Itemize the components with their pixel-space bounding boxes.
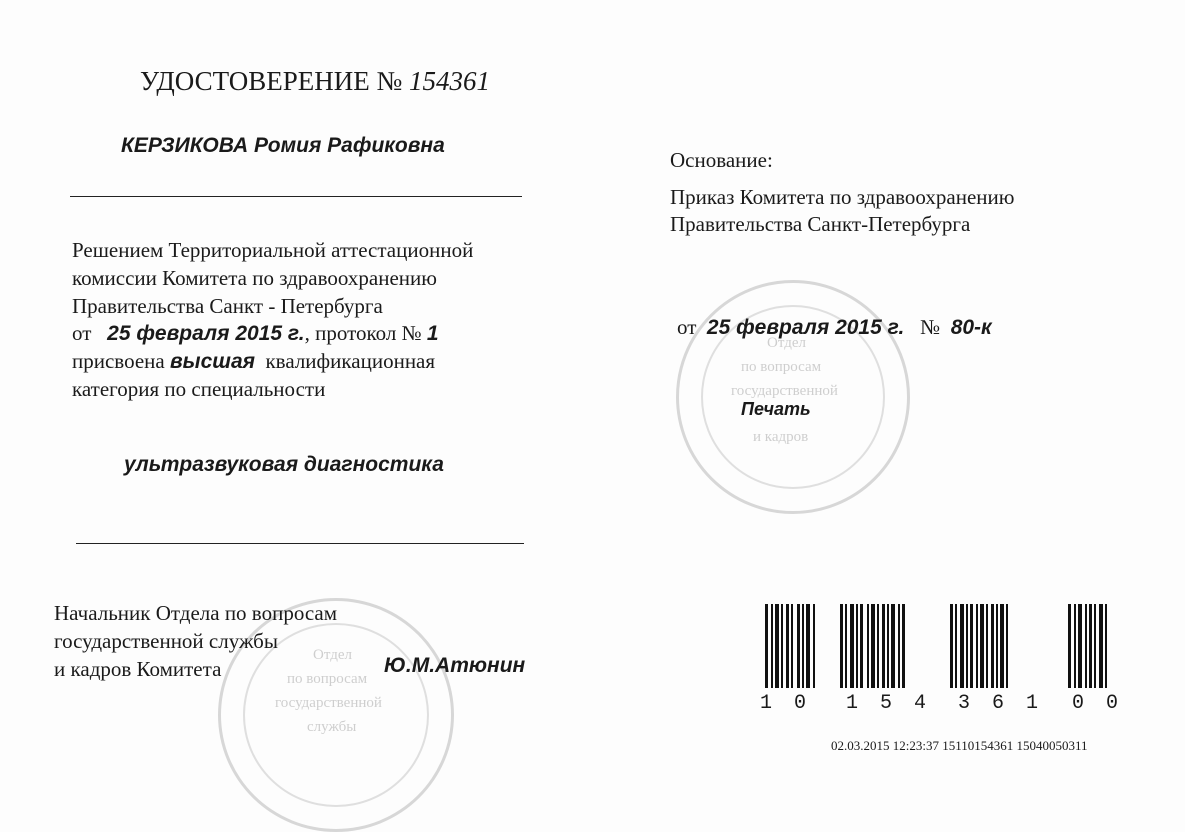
order-number-sign: № — [920, 315, 941, 339]
category-line: категория по специальности — [72, 377, 326, 401]
barcode-group-4 — [1068, 604, 1107, 688]
from-word: от — [72, 321, 92, 345]
qualification-word: квалификационная — [265, 349, 436, 373]
decision-line-2: комиссии Комитета по здравоохранению — [72, 266, 437, 290]
holder-name: КЕРЗИКОВА Ромия Рафиковна — [121, 134, 445, 157]
specialty: ультразвуковая диагностика — [124, 453, 444, 476]
protocol-number: 1 — [426, 322, 439, 345]
seal-text: службы — [307, 719, 357, 735]
basis-label: Основание: — [670, 148, 773, 172]
signer-name: Ю.М.Атюнин — [384, 654, 526, 677]
seal-text: по вопросам — [741, 359, 822, 375]
assigned-line — [72, 349, 435, 374]
assigned-word: присвоена — [72, 349, 165, 373]
barcode-group-3 — [950, 604, 1008, 688]
signer-line-1: Начальник Отдела по вопросам — [54, 601, 338, 625]
protocol-text: , протокол № — [304, 321, 422, 345]
print-timestamp: 02.03.2015 12:23:37 15110154361 15040050311 — [831, 738, 1088, 753]
seal-text: Отдел — [767, 335, 806, 351]
basis-line-2: Правительства Санкт-Петербурга — [670, 212, 971, 236]
order-date-line — [677, 315, 992, 340]
order-date: 25 февраля 2015 г. — [706, 316, 905, 339]
decision-line-1: Решением Территориальной аттестационной — [72, 238, 474, 262]
barcode-digits-4: 00 — [1072, 692, 1141, 715]
seal-text: по вопросам — [287, 671, 368, 687]
divider-top — [70, 196, 522, 197]
certificate-title-prefix: УДОСТОВЕРЕНИЕ № — [140, 66, 403, 96]
signer-line-2: государственной службы — [54, 629, 278, 653]
seal-text: Отдел — [313, 647, 352, 663]
barcode-group-2 — [840, 604, 905, 688]
decision-line-3: Правительства Санкт - Петербурга — [72, 294, 383, 318]
category-level: высшая — [169, 350, 255, 373]
basis-line-1: Приказ Комитета по здравоохранению — [670, 185, 1015, 209]
certificate-title — [140, 66, 490, 97]
decision-date: 25 февраля 2015 г. — [107, 322, 305, 345]
seal-label: Печать — [741, 399, 811, 419]
seal-text: государственной — [275, 695, 382, 711]
seal-text: государственной — [731, 383, 838, 399]
divider-bottom — [76, 543, 524, 544]
signer-line-3: и кадров Комитета — [54, 657, 222, 681]
barcode-digits-2: 154 — [846, 692, 949, 715]
barcode-digits-1: 10 — [760, 692, 829, 715]
from-word: от — [677, 315, 697, 339]
certificate-number: 154361 — [409, 66, 491, 96]
barcode-digits-3: 361 — [958, 692, 1061, 715]
decision-date-line — [72, 321, 439, 346]
seal-text: и кадров — [753, 429, 809, 445]
barcode-group-1 — [765, 604, 815, 688]
order-number: 80-к — [950, 316, 992, 339]
